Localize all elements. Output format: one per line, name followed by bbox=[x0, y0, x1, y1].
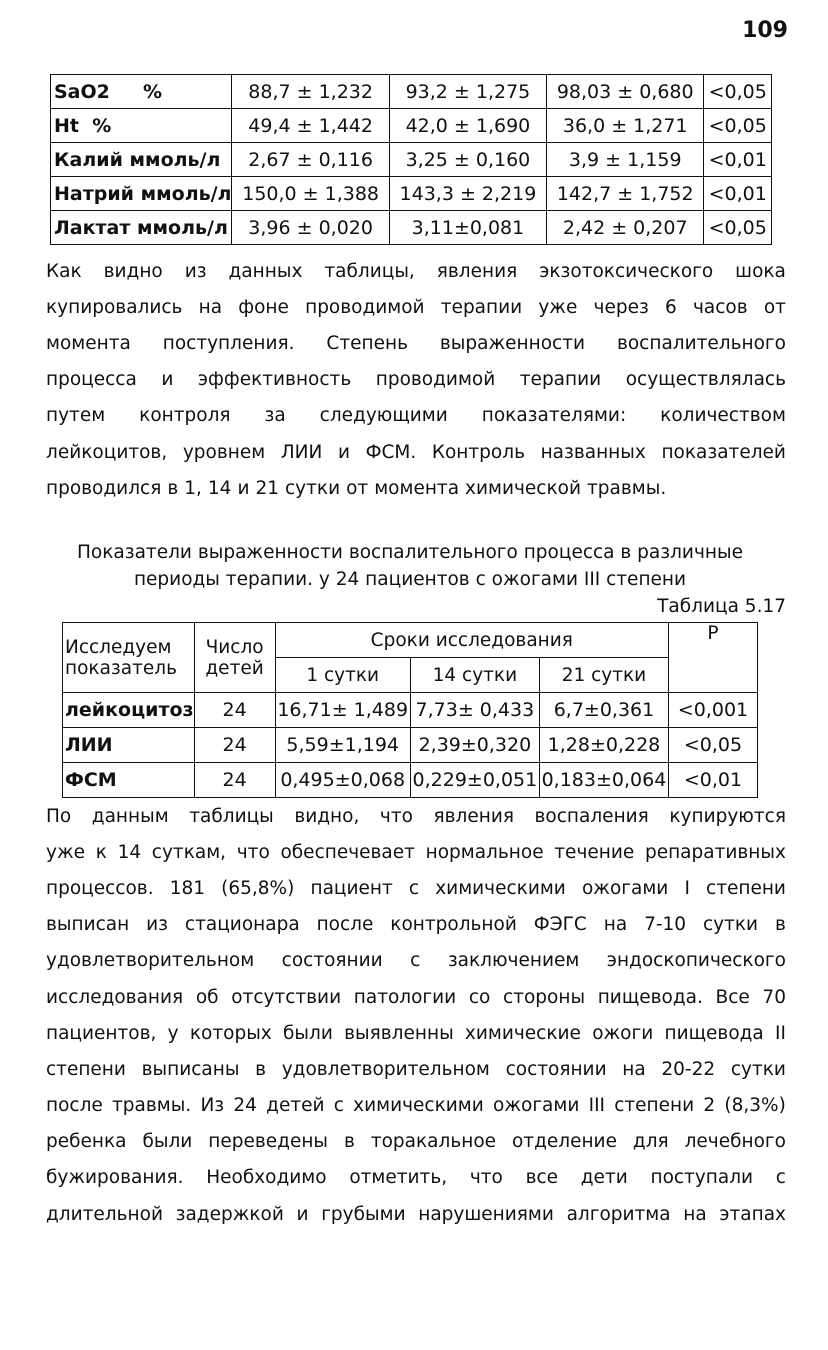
text-line: выписан из стационара после контрольной ФЭГС на 7-10 сутки в bbox=[46, 914, 786, 936]
row-label: Ht % bbox=[51, 109, 232, 143]
table-row bbox=[51, 177, 772, 211]
value-cell: 36,0 ± 1,271 bbox=[547, 109, 704, 143]
p-value-cell: <0,01 bbox=[704, 143, 772, 177]
header-periods: Сроки исследования bbox=[275, 623, 668, 658]
value-cell: 42,0 ± 1,690 bbox=[389, 109, 546, 143]
text-line: По данным таблицы видно, что явления воспаления купируются bbox=[46, 805, 786, 827]
count-cell: 24 bbox=[194, 693, 275, 728]
row-label: ФСМ bbox=[63, 763, 195, 798]
row-label: SaO2 % bbox=[51, 75, 232, 109]
value-cell: 88,7 ± 1,232 bbox=[232, 75, 389, 109]
header-day-14: 14 сутки bbox=[410, 658, 539, 693]
value-cell: 3,96 ± 0,020 bbox=[232, 211, 389, 245]
value-cell: 3,11±0,081 bbox=[389, 211, 546, 245]
paragraph-2 bbox=[46, 798, 786, 1232]
table-row bbox=[51, 143, 772, 177]
text-line: лейкоцитов, уровнем ЛИИ и ФСМ. Контроль названных показателей bbox=[46, 441, 786, 463]
text-line: бужирования. Необходимо отметить, что все дети поступали с bbox=[46, 1167, 786, 1189]
table-row bbox=[63, 693, 758, 728]
page-number: 109 bbox=[742, 18, 788, 43]
text-line: купировались на фоне проводимой терапии уже через 6 часов от bbox=[46, 296, 786, 318]
value-cell: 5,59±1,194 bbox=[275, 728, 410, 763]
value-cell: 143,3 ± 2,219 bbox=[389, 177, 546, 211]
table-row bbox=[51, 75, 772, 109]
value-cell: 6,7±0,361 bbox=[539, 693, 668, 728]
table-row bbox=[51, 211, 772, 245]
header-p: P bbox=[669, 623, 758, 693]
text-line: после травмы. Из 24 детей с химическими ожогами III степени 2 (8,3%) bbox=[46, 1095, 786, 1117]
text-line: путем контроля за следующими показателями: количеством bbox=[46, 405, 786, 427]
value-cell: 1,28±0,228 bbox=[539, 728, 668, 763]
text-line: ребенка были переведены в торакальное отделение для лечебного bbox=[46, 1131, 786, 1153]
value-cell: 142,7 ± 1,752 bbox=[547, 177, 704, 211]
header-count-line-1: Число bbox=[205, 636, 264, 658]
value-cell: 0,229±0,051 bbox=[410, 763, 539, 798]
value-cell: 49,4 ± 1,442 bbox=[232, 109, 389, 143]
table-caption-line-2: периоды терапии. у 24 пациентов с ожогами III степени bbox=[133, 569, 687, 590]
text-line: длительной задержкой и грубыми нарушениями алгоритма на этапах bbox=[46, 1203, 786, 1225]
p-value-cell: <0,05 bbox=[704, 109, 772, 143]
value-cell: 98,03 ± 0,680 bbox=[547, 75, 704, 109]
value-cell: 2,67 ± 0,116 bbox=[232, 143, 389, 177]
table-row bbox=[63, 728, 758, 763]
header-indicator-line-2: показатель bbox=[65, 657, 177, 679]
header-indicator bbox=[63, 623, 195, 693]
value-cell: 150,0 ± 1,388 bbox=[232, 177, 389, 211]
table-row bbox=[51, 109, 772, 143]
row-label: ЛИИ bbox=[63, 728, 195, 763]
text-line: момента поступления. Степень выраженности воспалительного bbox=[46, 332, 786, 354]
text-line: Как видно из данных таблицы, явления экзотоксического шока bbox=[46, 260, 786, 282]
text-line: процесса и эффективность проводимой терапии осуществлялась bbox=[46, 369, 786, 391]
text-line: пациентов, у которых были выявленны химические ожоги пищевода II bbox=[46, 1022, 786, 1044]
header-indicator-line-1: Исследуем bbox=[65, 636, 172, 658]
row-label: лейкоцитоз bbox=[63, 693, 195, 728]
p-value-cell: <0,05 bbox=[704, 211, 772, 245]
row-label: Лактат ммоль/л bbox=[51, 211, 232, 245]
value-cell: 16,71± 1,489 bbox=[275, 693, 410, 728]
text-line: исследования об отсутствии патологии со стороны пищевода. Все 70 bbox=[46, 986, 786, 1008]
p-value-cell: <0,001 bbox=[669, 693, 758, 728]
count-cell: 24 bbox=[194, 763, 275, 798]
value-cell: 0,183±0,064 bbox=[539, 763, 668, 798]
text-line: уже к 14 суткам, что обеспечевает нормальное течение репаративных bbox=[46, 841, 786, 863]
text-line: проводился в 1, 14 и 21 сутки от момента химической травмы. bbox=[46, 477, 667, 499]
p-value-cell: <0,05 bbox=[669, 728, 758, 763]
header-day-1: 1 сутки bbox=[275, 658, 410, 693]
table-caption-line-1: Показатели выраженности воспалительного процесса в различные bbox=[77, 542, 743, 563]
value-cell: 0,495±0,068 bbox=[275, 763, 410, 798]
p-value-cell: <0,01 bbox=[669, 763, 758, 798]
header-day-21: 21 сутки bbox=[539, 658, 668, 693]
count-cell: 24 bbox=[194, 728, 275, 763]
text-line: процессов. 181 (65,8%) пациент с химическими ожогами I степени bbox=[46, 877, 786, 899]
value-cell: 3,25 ± 0,160 bbox=[389, 143, 546, 177]
value-cell: 3,9 ± 1,159 bbox=[547, 143, 704, 177]
value-cell: 2,39±0,320 bbox=[410, 728, 539, 763]
p-value-cell: <0,01 bbox=[704, 177, 772, 211]
text-line: удовлетворительном состоянии с заключением эндоскопического bbox=[46, 950, 786, 972]
value-cell: 93,2 ± 1,275 bbox=[389, 75, 546, 109]
paragraph-1 bbox=[46, 253, 786, 506]
table-row bbox=[63, 763, 758, 798]
table-number: Таблица 5.17 bbox=[657, 596, 786, 617]
p-value-cell: <0,05 bbox=[704, 75, 772, 109]
value-cell: 2,42 ± 0,207 bbox=[547, 211, 704, 245]
header-count bbox=[194, 623, 275, 693]
inflammation-table bbox=[62, 622, 758, 798]
vital-signs-table bbox=[50, 74, 772, 245]
header-count-line-2: детей bbox=[205, 657, 264, 679]
text-line: степени выписаны в удовлетворительном состоянии на 20-22 сутки bbox=[46, 1058, 786, 1080]
row-label: Калий ммоль/л bbox=[51, 143, 232, 177]
value-cell: 7,73± 0,433 bbox=[410, 693, 539, 728]
row-label: Натрий ммоль/л bbox=[51, 177, 232, 211]
